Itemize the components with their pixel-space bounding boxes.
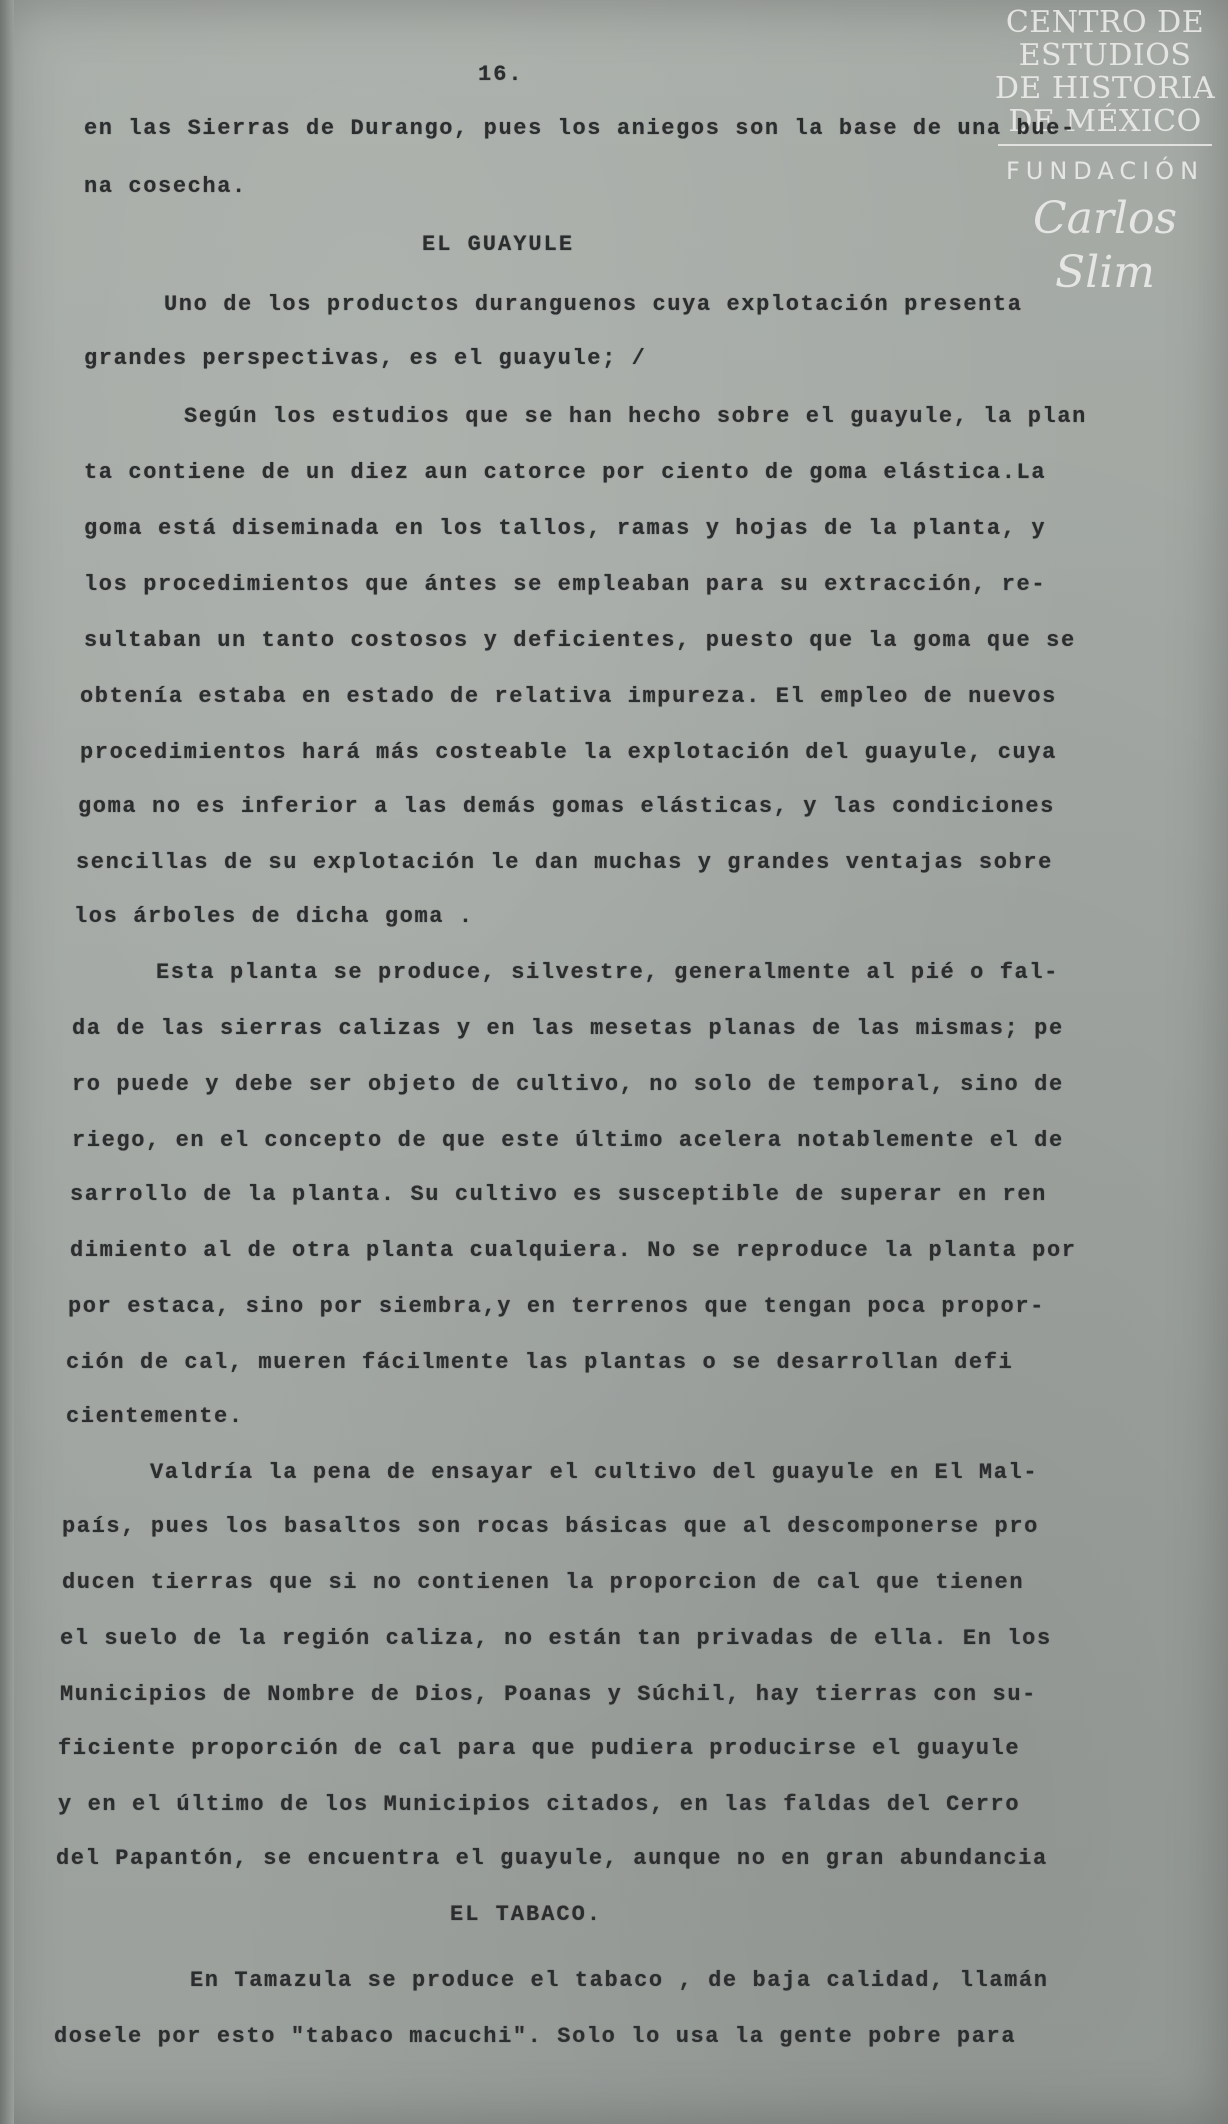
watermark-signature: Carlos Slim	[1032, 193, 1178, 298]
watermark-divider	[998, 144, 1212, 146]
text-line: procedimientos hará más costeable la explotación del guayule, cuya	[80, 740, 1057, 765]
text-line: Municipios de Nombre de Dios, Poanas y Súchil, hay tierras con su-	[60, 1682, 1037, 1707]
text-line: En Tamazula se produce el tabaco , de baja calidad, llamán	[190, 1968, 1049, 1993]
text-line: Según los estudios que se han hecho sobre el guayule, la plan	[184, 404, 1087, 429]
text-line: obtenía estaba en estado de relativa impureza. El empleo de nuevos	[80, 684, 1057, 709]
text-line: ta contiene de un diez aun catorce por ciento de goma elástica.La	[84, 460, 1047, 485]
text-line: cientemente.	[66, 1404, 244, 1429]
page-edge-shadow	[0, 0, 14, 2124]
text-line: país, pues los basaltos son rocas básicas que al descomponerse pro	[62, 1514, 1039, 1539]
text-line: na cosecha.	[84, 174, 247, 199]
text-line: por estaca, sino por siembra,y en terrenos que tengan poca propor-	[68, 1294, 1045, 1319]
page-number: 16.	[478, 62, 524, 87]
text-line: el suelo de la región caliza, no están tan privadas de ella. En los	[60, 1626, 1052, 1651]
text-line: y en el último de los Municipios citados, en las faldas del Cerro	[58, 1792, 1021, 1817]
text-line: ro puede y debe ser objeto de cultivo, no solo de temporal, sino de	[72, 1072, 1064, 1097]
text-line: del Papantón, se encuentra el guayule, aunque no en gran abundancia	[56, 1846, 1048, 1871]
text-line: grandes perspectivas, es el guayule; /	[84, 346, 647, 371]
text-line: dimiento al de otra planta cualquiera. No se reproduce la planta por	[70, 1238, 1077, 1263]
watermark-line: CENTRO DE	[1005, 5, 1205, 40]
archive-watermark	[990, 6, 1220, 300]
section-heading-tabaco: EL TABACO.	[450, 1902, 603, 1927]
watermark-line: DE MÉXICO	[1008, 104, 1202, 139]
watermark-foundation: FUNDACIÓN	[1005, 157, 1205, 185]
text-line: sencillas de su explotación le dan muchas y grandes ventajas sobre	[76, 850, 1053, 875]
text-line: da de las sierras calizas y en las mesetas planas de las mismas; pe	[72, 1016, 1064, 1041]
text-line: sarrollo de la planta. Su cultivo es susceptible de superar en ren	[70, 1182, 1047, 1207]
watermark-line: ESTUDIOS	[1018, 38, 1192, 73]
text-line: riego, en el concepto de que este último acelera notablemente el de	[72, 1128, 1064, 1153]
text-line: en las Sierras de Durango, pues los aniegos son la base de una bue-	[84, 116, 1076, 141]
text-line: Valdría la pena de ensayar el cultivo del guayule en El Mal-	[150, 1460, 1039, 1485]
text-line: los procedimientos que ántes se empleaban para su extracción, re-	[84, 572, 1047, 597]
text-line: goma está diseminada en los tallos, ramas y hojas de la planta, y	[84, 516, 1047, 541]
text-line: Uno de los productos duranguenos cuya explotación presenta	[164, 292, 1023, 317]
text-line: ficiente proporción de cal para que pudiera producirse el guayule	[58, 1736, 1021, 1761]
text-line: los árboles de dicha goma .	[74, 904, 474, 929]
section-heading-guayule: EL GUAYULE	[422, 232, 575, 257]
text-line: ducen tierras que si no contienen la proporcion de cal que tienen	[62, 1570, 1025, 1595]
text-line: Esta planta se produce, silvestre, generalmente al pié o fal-	[156, 960, 1059, 985]
text-line: sultaban un tanto costosos y deficientes, puesto que la goma que se	[84, 628, 1076, 653]
watermark-line: DE HISTORIA	[994, 71, 1216, 106]
text-line: dosele por esto "tabaco macuchi". Solo lo usa la gente pobre para	[54, 2024, 1017, 2049]
text-line: goma no es inferior a las demás gomas elásticas, y las condiciones	[78, 794, 1055, 819]
text-line: ción de cal, mueren fácilmente las plantas o se desarrollan defi	[66, 1350, 1014, 1375]
